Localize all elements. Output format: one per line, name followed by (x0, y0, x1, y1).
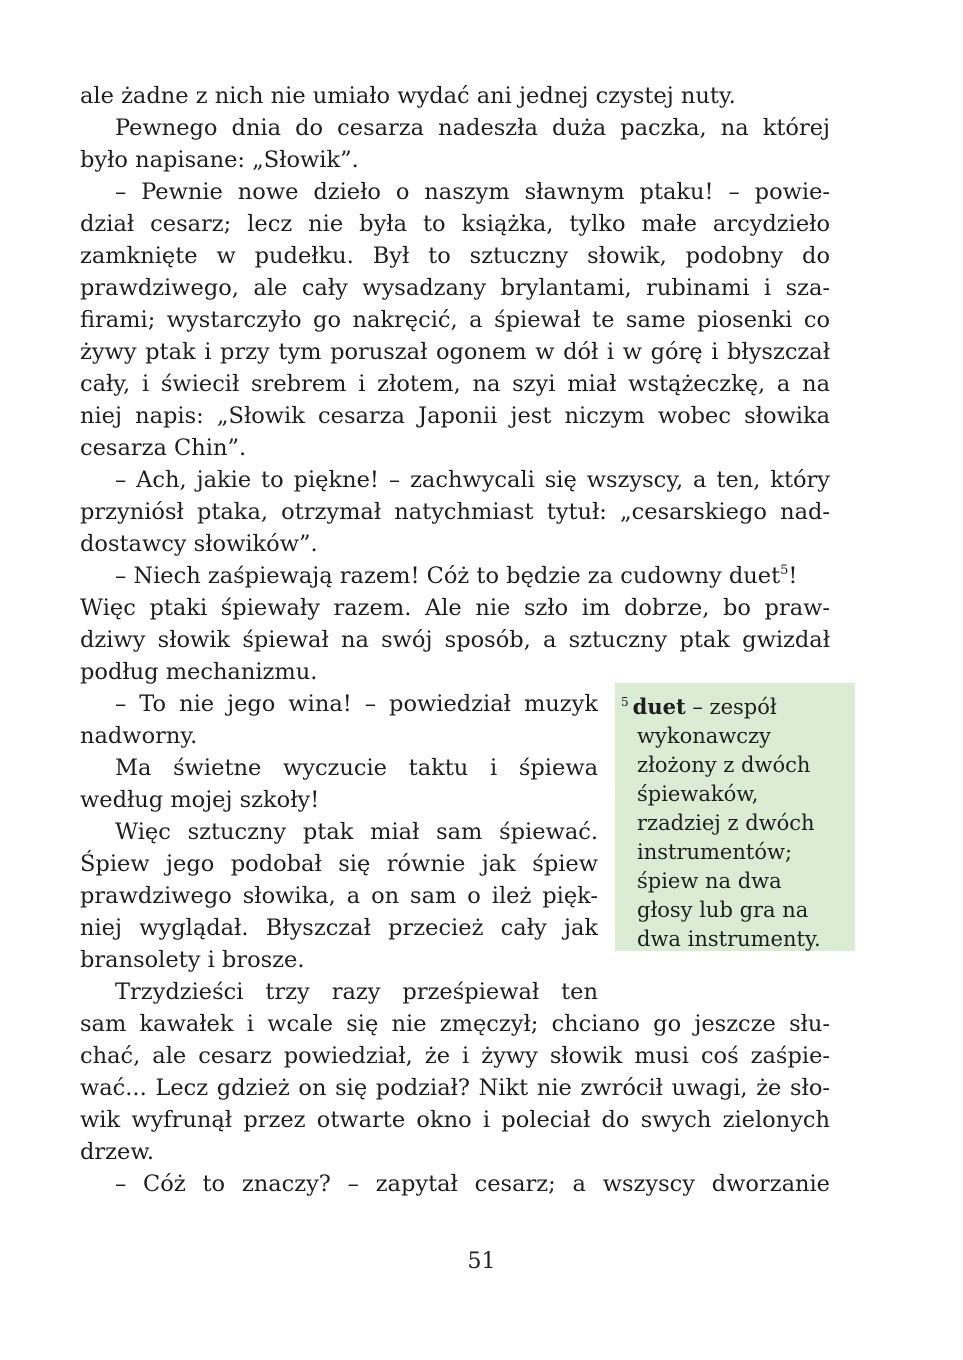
text-fragment: – Niech zaśpiewają razem! Cóż to będzie za cudowny duet (115, 563, 781, 589)
text-line: według mojej szkoły! (80, 787, 320, 813)
footnote-line: wykonawczy (637, 724, 771, 748)
footnote-line: głosy lub gra na (637, 898, 809, 922)
text-line: – Cóż to znaczy? – zapytał cesarz; a wszyscy dworzanie (115, 1171, 830, 1197)
text-line: nadworny. (80, 723, 198, 749)
text-line: dziwy słowik śpiewał na swój sposób, a sztuczny ptak gwizdał (80, 627, 830, 653)
text-line: Pewnego dnia do cesarza nadeszła duża paczka, na której (115, 115, 830, 141)
text-line: firami; wystarczyło go nakręcić, a śpiewał te same piosenki co (80, 307, 830, 333)
text-line: wik wyfrunął przez otwarte okno i poleciał do swych zielonych (80, 1107, 830, 1133)
text-line: Ma świetne wyczucie taktu i śpiewa (115, 755, 598, 781)
text-line: dział cesarz; lecz nie była to książka, tylko małe arcydzieło (80, 211, 830, 237)
page-number: 51 (467, 1249, 496, 1274)
footnote-number: 5 (621, 695, 629, 709)
footnote-line: dwa instrumenty. (637, 927, 821, 951)
text-line: Więc sztuczny ptak miał sam śpiewać. (115, 819, 598, 845)
text-line: żywy ptak i przy tym poruszał ogonem w dół i w górę i błyszczał (80, 339, 830, 365)
footnote-text: – zespół (685, 695, 777, 719)
text-line: prawdziwego, ale cały wysadzany brylantami, rubinami i sza- (80, 275, 830, 301)
text-line: bransolety i brosze. (80, 947, 305, 973)
text-line: Trzydzieści trzy razy prześpiewał ten (115, 979, 598, 1005)
footnote-line: śpiewaków, (637, 782, 759, 806)
text-line: niej wyglądał. Błyszczał przecież cały jak (80, 915, 598, 941)
text-line: zamknięte w pudełku. Był to sztuczny słowik, podobny do (80, 243, 830, 269)
footnote-reference: 5 (780, 563, 789, 578)
text-line: – Ach, jakie to piękne! – zachwycali się wszyscy, a ten, który (115, 467, 830, 493)
footnote-term: duet (632, 694, 686, 719)
text-line: niej napis: „Słowik cesarza Japonii jest niczym wobec słowika (80, 403, 830, 429)
text-line: podług mechanizmu. (80, 659, 318, 685)
text-line: chać, ale cesarz powiedział, że i żywy słowik musi coś zaśpie- (80, 1043, 830, 1069)
footnote-line: złożony z dwóch (637, 753, 811, 777)
text-line: – Pewnie nowe dzieło o naszym sławnym ptaku! – powie- (115, 179, 830, 205)
footnote-first-line (621, 688, 847, 722)
footnote-line: instrumentów; (637, 840, 793, 864)
text-line: Więc ptaki śpiewały razem. Ale nie szło im dobrze, bo praw- (80, 595, 830, 621)
text-line (80, 560, 830, 592)
footnote-box (615, 683, 855, 951)
text-line: było napisane: „Słowik”. (80, 147, 359, 173)
text-line: ale żadne z nich nie umiało wydać ani jednej czystej nuty. (80, 83, 736, 109)
text-line: cały, i świecił srebrem i złotem, na szyi miał wstążeczkę, a na (80, 371, 830, 397)
text-line: – To nie jego wina! – powiedział muzyk (115, 691, 598, 717)
text-line: sam kawałek i wcale się nie zmęczył; chciano go jeszcze słu- (80, 1011, 830, 1037)
text-line: dostawcy słowików”. (80, 531, 318, 557)
text-line: cesarza Chin”. (80, 435, 247, 461)
text-fragment: ! (788, 563, 798, 589)
text-line: przyniósł ptaka, otrzymał natychmiast tytuł: „cesarskiego nad- (80, 499, 830, 525)
footnote-line: rzadziej z dwóch (637, 811, 815, 835)
text-line: wać... Lecz gdzież on się podział? Nikt nie zwrócił uwagi, że sło- (80, 1075, 830, 1101)
footnote-line: śpiew na dwa (637, 869, 782, 893)
text-line: Śpiew jego podobał się równie jak śpiew (80, 851, 598, 877)
text-line: prawdziwego słowika, a on sam o ileż pięk- (80, 883, 598, 909)
text-line: drzew. (80, 1139, 155, 1165)
